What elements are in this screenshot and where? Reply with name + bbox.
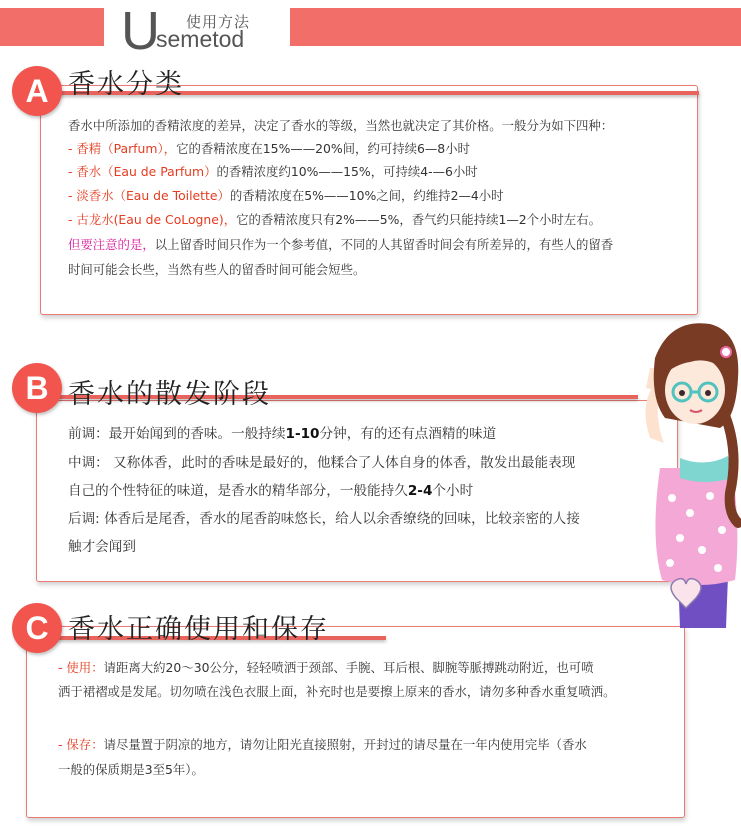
section-b-line-2: 中调： 又称体香，此时的香味是最好的，他糅合了人体自身的体香，散发出最能表现 xyxy=(68,455,576,471)
duration: 1-10 xyxy=(285,426,320,442)
item-label: - 古龙水(Eau de CoLogne)， xyxy=(68,212,237,227)
item-label: - 香精（Parfum）， xyxy=(68,141,177,156)
store-text: 请尽量置于阴凉的地方，请勿让阳光直接照射，开封过的请尽量在一年内使用完毕（香水 xyxy=(103,737,587,752)
use-label: - 使用： xyxy=(58,660,104,675)
section-a-item-2 xyxy=(68,164,478,180)
item-text: 它的香精浓度只有2%——5%，香气约只能持续1—2个小时左右。 xyxy=(236,212,601,227)
section-b-badge: B xyxy=(12,363,62,413)
section-a-item-3 xyxy=(68,188,504,204)
section-c-use-1 xyxy=(58,660,594,676)
section-a-intro: 香水中所添加的香精浓度的差异，决定了香水的等级，当然也就决定了其价格。一般分为如下四种： xyxy=(68,118,614,133)
section-a-item-1 xyxy=(68,141,470,157)
section-b-line-4: 后调: 体香后是尾香，香水的尾香韵味悠长，给人以余香缭绕的回味，比较亲密的人接 xyxy=(68,511,580,527)
section-a-note-2: 时间可能会长些，当然有些人的留香时间可能会短些。 xyxy=(68,262,366,277)
section-b-line-5: 触才会闻到 xyxy=(68,539,136,555)
header-bar-left xyxy=(0,8,104,46)
header-bar-right xyxy=(290,8,741,46)
section-a-item-4 xyxy=(68,212,601,228)
duration: 2-4 xyxy=(407,483,433,499)
note-label: 但要注意的是， xyxy=(68,237,155,252)
section-c-box xyxy=(26,626,685,818)
section-a-note-1 xyxy=(68,237,613,253)
header-title-en: semetod xyxy=(156,26,245,52)
header-title-cn: 使用方法 xyxy=(186,13,251,31)
line-text: 个小时 xyxy=(432,483,474,499)
section-c-badge: C xyxy=(12,603,62,653)
note-text: 以上留香时间只作为一个参考值，不同的人其留香时间会有所差异的，有些人的留香 xyxy=(154,237,614,252)
section-b-line-3 xyxy=(68,482,473,500)
section-a-badge: A xyxy=(12,66,62,116)
section-c-use-2: 洒于裙褶或是发尾。切勿喷在浅色衣服上面，补充时也是要擦上原来的香水，请勿多种香水重复喷洒。 xyxy=(58,684,616,699)
section-c-store-1 xyxy=(58,737,587,753)
cartoon-girl-illustration xyxy=(610,318,741,628)
line-text: 分钟，有的还有点酒精的味道 xyxy=(319,426,497,442)
store-label: - 保存： xyxy=(58,737,104,752)
header-big-letter: U xyxy=(121,1,160,61)
item-text: 的香精浓度约10%——15%，可持续4-—6小时 xyxy=(216,164,478,179)
section-c-title: 香水正确使用和保存 xyxy=(68,614,329,645)
item-text: 它的香精浓度在15%——20%间，约可持续6—8小时 xyxy=(176,141,470,156)
use-text: 请距离大約20～30公分，轻轻喷洒于颈部、手腕、耳后根、脚腕等脈搏跳动附近，也可喷 xyxy=(103,660,594,675)
item-label: - 香水（Eau de Parfum） xyxy=(68,164,217,179)
item-label: - 淡香水（Eau de Toilette） xyxy=(68,188,230,203)
section-a-title: 香水分类 xyxy=(68,69,184,100)
item-text: 的香精浓度在5%——10%之间，约维持2—4小时 xyxy=(229,188,504,203)
section-c-store-2: 一般的保质期是3至5年）。 xyxy=(58,762,204,777)
line-text: 前调：最开始闻到的香味。一般持续 xyxy=(68,426,286,442)
section-b-title: 香水的散发阶段 xyxy=(68,379,271,410)
line-text: 自己的个性特征的味道，是香水的精华部分，一般能持久 xyxy=(68,483,408,499)
section-b-line-1 xyxy=(68,425,496,443)
